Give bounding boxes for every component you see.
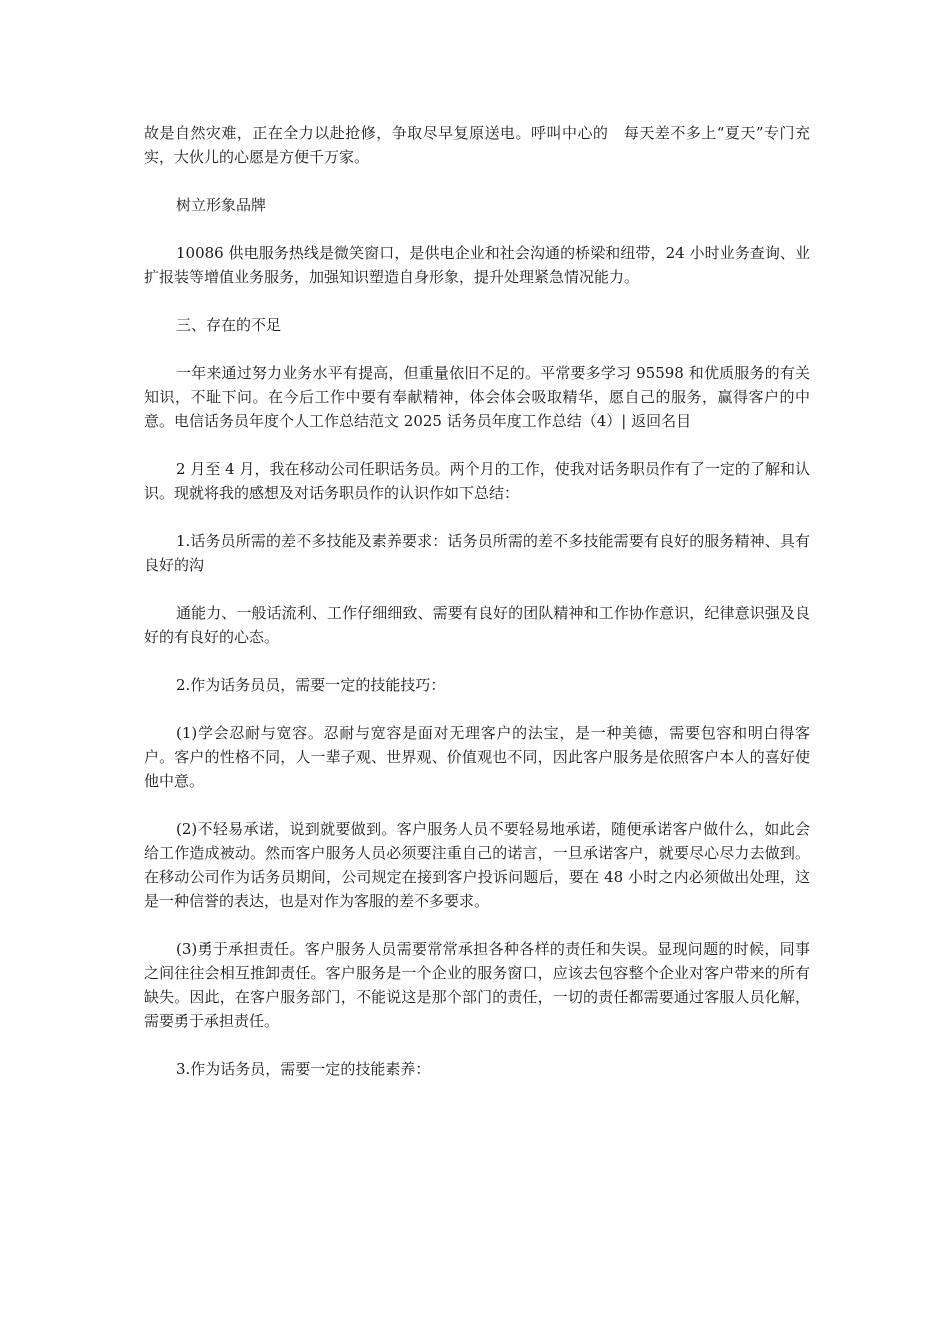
- paragraph-point-2: 2.作为话务员员，需要一定的技能技巧：: [176, 676, 446, 694]
- section-heading-brand: 树立形象品牌: [176, 196, 267, 214]
- paragraph-hotline: 10086 供电服务热线是微笑窗口，是供电企业和社会沟通的桥梁和纽带，24 小时业务查询、业扩报装等增值业务服务，加强知识塑造自身形象，提升处理紧急情况能力。: [144, 244, 810, 286]
- paragraph-shortcomings: 一年来通过努力业务水平有提高，但重量依旧不足的。平常要多学习 95598 和优质服务的有关知识，不耻下问。在今后工作中要有奉献精神，体会体会吸取精华，愿自己的服务，赢得客户的中意。电信话务员年度个人工作总结范文 2025 话务员年度工作总结（4）| 返回名目: [144, 364, 810, 430]
- paragraph-point-2-3: (3)勇于承担责任。客户服务人员需要常常承担各种各样的责任和失误。显现问题的时候，同事之间往往会相互推卸责任。客户服务是一个企业的服务窗口，应该去包容整个企业对客户带来的所有缺失。因此，在客户服务部门，不能说这是那个部门的责任，一切的责任都需要通过客服人员化解，需要勇于承担责任。: [144, 940, 810, 1030]
- section-heading-shortcomings: 三、存在的不足: [176, 316, 282, 334]
- paragraph-point-2-2: (2)不轻易承诺，说到就要做到。客户服务人员不要轻易地承诺，随便承诺客户做什么，如此会给工作造成被动。然而客户服务人员必须要注重自己的诺言，一旦承诺客户，就要尽心尽力去做到。在移动公司作为话务员期间，公司规定在接到客户投诉问题后，要在 48 小时之内必须做出处理，这是一种信誉的表达，也是对作为客服的差不多要求。: [144, 820, 810, 910]
- paragraph-1: 故是自然灾难，正在全力以赴抢修，争取尽早复原送电。呼叫中心的 每天差不多上“夏天”专门充实，大伙儿的心愿是方便千万家。: [144, 124, 810, 166]
- paragraph-point-1: 1.话务员所需的差不多技能及素养要求：话务员所需的差不多技能需要有良好的服务精神、具有良好的沟: [144, 532, 810, 574]
- paragraph-intro: 2 月至 4 月，我在移动公司任职话务员。两个月的工作，使我对话务职员作有了一定的了解和认识。现就将我的感想及对话务职员作的认识作如下总结：: [144, 460, 810, 502]
- document-body: [144, 121, 810, 1105]
- paragraph-point-1-cont: 通能力、一般话流利、工作仔细细致、需要有良好的团队精神和工作协作意识，纪律意识强及良好的有良好的心态。: [144, 604, 810, 646]
- paragraph-point-3: 3.作为话务员，需要一定的技能素养：: [176, 1060, 431, 1078]
- paragraph-point-2-1: (1)学会忍耐与宽容。忍耐与宽容是面对无理客户的法宝，是一种美德，需要包容和明白得客户。客户的性格不同，人一辈子观、世界观、价值观也不同，因此客户服务是依照客户本人的喜好使他中意。: [144, 724, 810, 790]
